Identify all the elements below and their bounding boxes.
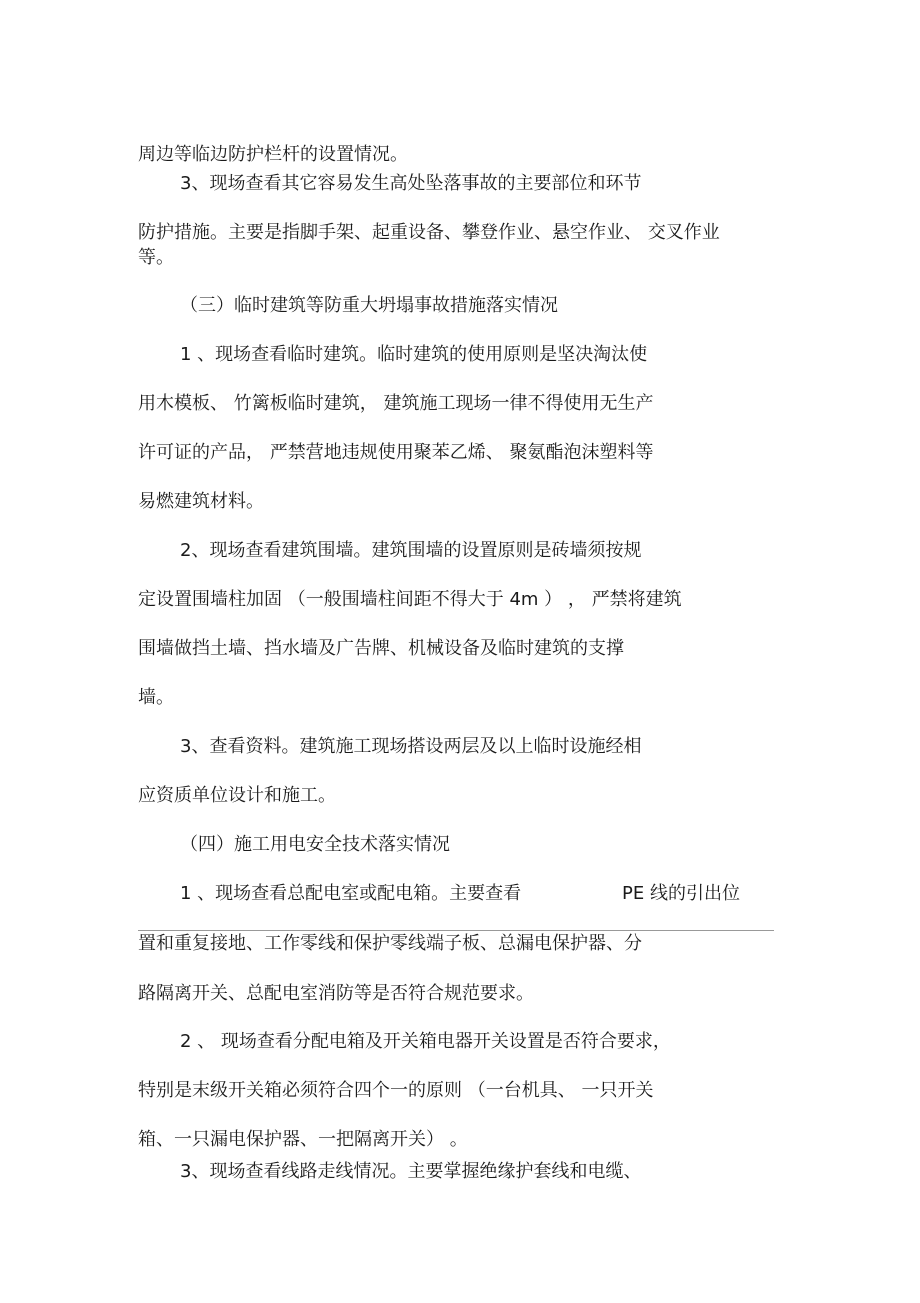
text-line: 特别是末级开关箱必须符合四个一的原则 （一台机具、 一只开关	[138, 1080, 654, 1101]
text-line: 1 、现场查看总配电室或配电箱。主要查看	[180, 883, 522, 904]
text-line: 3、查看资料。建筑施工现场搭设两层及以上临时设施经相	[180, 736, 642, 757]
text-line: 3、现场查看线路走线情况。主要掌握绝缘护套线和电缆、	[180, 1161, 642, 1182]
text-line: 等。	[138, 247, 174, 268]
text-line: 许可证的产品， 严禁营地违规使用聚苯乙烯、 聚氨酯泡沫塑料等	[138, 442, 654, 463]
section-heading: （四）施工用电安全技术落实情况	[180, 834, 450, 855]
text-line: 置和重复接地、工作零线和保护零线端子板、总漏电保护器、分	[138, 933, 642, 954]
text-line: 易燃建筑材料。	[138, 491, 264, 512]
text-line: 周边等临边防护栏杆的设置情况。	[138, 144, 408, 165]
text-line: 1 、现场查看临时建筑。临时建筑的使用原则是坚决淘汰使	[180, 344, 648, 365]
text-line: 2、现场查看建筑围墙。建筑围墙的设置原则是砖墙须按规	[180, 540, 642, 561]
text-line: 箱、一只漏电保护器、一把隔离开关） 。	[138, 1129, 468, 1150]
text-line: 用木模板、 竹篱板临时建筑， 建筑施工现场一律不得使用无生产	[138, 393, 654, 414]
text-line: 墙。	[138, 687, 174, 708]
text-line: 3、现场查看其它容易发生高处坠落事故的主要部位和环节	[180, 173, 642, 194]
text-line: 防护措施。主要是指脚手架、起重设备、攀登作业、悬空作业、 交叉作业	[138, 222, 720, 243]
text-line: 路隔离开关、总配电室消防等是否符合规范要求。	[138, 983, 534, 1004]
text-line: 定设置围墙柱加固 （一般围墙柱间距不得大于 4m ） ， 严禁将建筑	[138, 589, 682, 610]
text-line: PE 线的引出位	[622, 883, 740, 904]
section-heading: （三）临时建筑等防重大坍塌事故措施落实情况	[180, 295, 558, 316]
text-line: 应资质单位设计和施工。	[138, 785, 336, 806]
horizontal-rule	[138, 930, 774, 931]
text-line: 围墙做挡土墙、挡水墙及广告牌、机械设备及临时建筑的支撑	[138, 638, 624, 659]
text-line: 2 、 现场查看分配电箱及开关箱电器开关设置是否符合要求，	[180, 1031, 671, 1052]
